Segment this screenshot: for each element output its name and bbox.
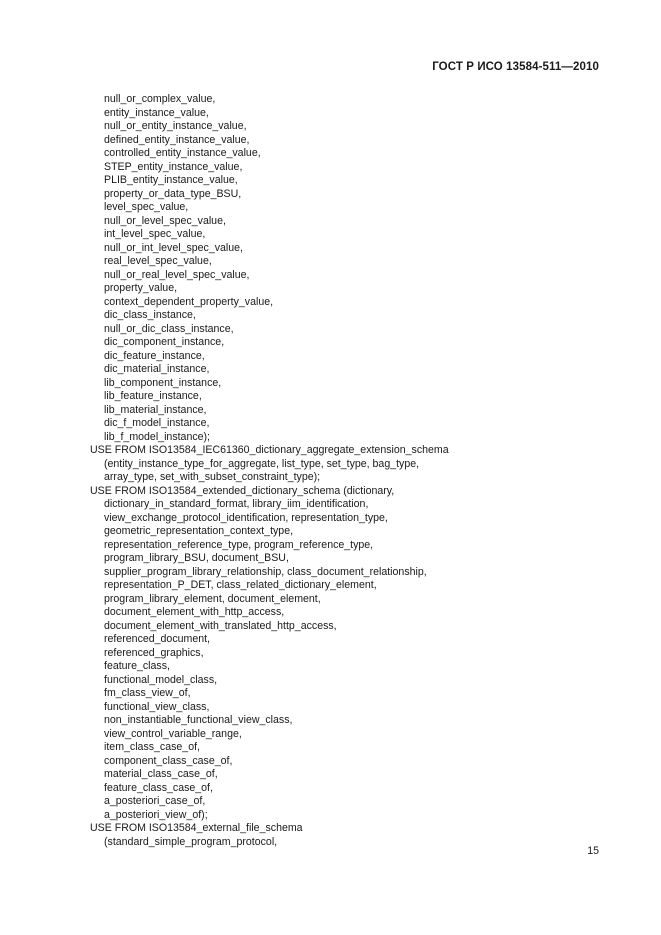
schema-item-line: lib_material_instance, xyxy=(104,403,207,416)
schema-item-line: null_or_level_spec_value, xyxy=(104,214,226,227)
schema-item-line: view_exchange_protocol_identification, representation_type, xyxy=(104,511,388,524)
schema-item-line: PLIB_entity_instance_value, xyxy=(104,174,238,186)
schema-item-line: null_or_entity_instance_value, xyxy=(104,120,247,132)
schema-item-line: referenced_graphics, xyxy=(104,646,204,659)
schema-item-line: feature_class, xyxy=(104,660,170,672)
schema-item-line: non_instantiable_functional_view_class, xyxy=(104,714,293,726)
schema-item-line: a_posteriori_case_of, xyxy=(104,795,206,807)
schema-item-line: geometric_representation_context_type, xyxy=(104,525,294,537)
schema-item-line: lib_feature_instance, xyxy=(104,390,202,402)
schema-item-line: STEP_entity_instance_value, xyxy=(104,160,243,173)
schema-item-line: functional_model_class, xyxy=(104,673,218,686)
schema-item-line: lib_component_instance, xyxy=(104,376,222,389)
schema-item-line: view_control_variable_range, xyxy=(104,727,242,740)
schema-item-line: defined_entity_instance_value, xyxy=(104,133,250,146)
schema-item-line: null_or_complex_value, xyxy=(104,93,216,105)
use-from-statement-line: USE FROM ISO13584_extended_dictionary_schema (dictionary, xyxy=(90,484,395,497)
schema-item-line: a_posteriori_view_of); xyxy=(104,808,208,821)
schema-item-line: document_element_with_http_access, xyxy=(104,606,285,618)
schema-item-line: dictionary_in_standard_format, library_iim_identification, xyxy=(104,498,369,510)
schema-item-line: context_dependent_property_value, xyxy=(104,295,274,308)
schema-item-line: material_class_case_of, xyxy=(104,768,218,780)
schema-item-line: dic_material_instance, xyxy=(104,363,210,375)
schema-item-line: representation_reference_type, program_reference_type, xyxy=(104,538,374,551)
schema-text-body xyxy=(90,93,621,849)
schema-item-line: dic_component_instance, xyxy=(104,336,225,348)
schema-item-line: level_spec_value, xyxy=(104,201,189,213)
schema-item-line: representation_P_DET, class_related_dictionary_element, xyxy=(104,579,377,591)
schema-item-line: item_class_case_of, xyxy=(104,741,200,753)
schema-item-line: property_value, xyxy=(104,282,178,294)
schema-item-line: fm_class_view_of, xyxy=(104,687,191,699)
schema-item-line: (standard_simple_program_protocol, xyxy=(104,835,278,848)
schema-item-line: entity_instance_value, xyxy=(104,106,209,119)
schema-item-line: referenced_document, xyxy=(104,633,211,645)
schema-item-line: null_or_int_level_spec_value, xyxy=(104,241,243,254)
standard-code-header: ГОСТ Р ИСО 13584-511—2010 xyxy=(432,61,599,73)
schema-item-line: dic_feature_instance, xyxy=(104,349,205,362)
schema-item-line: program_library_element, document_element, xyxy=(104,592,321,605)
page-number: 15 xyxy=(587,845,599,857)
schema-item-line: null_or_real_level_spec_value, xyxy=(104,268,250,281)
schema-item-line: component_class_case_of, xyxy=(104,754,233,767)
schema-item-line: dic_class_instance, xyxy=(104,309,196,321)
schema-item-line: functional_view_class, xyxy=(104,700,210,713)
schema-item-line: dic_f_model_instance, xyxy=(104,417,210,429)
schema-item-line: program_library_BSU, document_BSU, xyxy=(104,552,289,564)
schema-item-line: property_or_data_type_BSU, xyxy=(104,187,242,200)
schema-item-line: document_element_with_translated_http_access, xyxy=(104,619,337,632)
schema-item-line: feature_class_case_of, xyxy=(104,781,213,794)
schema-item-line: (entity_instance_type_for_aggregate, list_type, set_type, bag_type, xyxy=(104,457,420,470)
use-from-statement-line: USE FROM ISO13584_external_file_schema xyxy=(90,822,303,834)
schema-item-line: int_level_spec_value, xyxy=(104,228,206,240)
schema-item-line: supplier_program_library_relationship, class_document_relationship, xyxy=(104,565,427,578)
schema-item-line: null_or_dic_class_instance, xyxy=(104,322,234,335)
schema-item-line: controlled_entity_instance_value, xyxy=(104,147,261,159)
use-from-statement-line: USE FROM ISO13584_IEC61360_dictionary_aggregate_extension_schema xyxy=(90,444,449,456)
schema-item-line: lib_f_model_instance); xyxy=(104,430,210,443)
schema-item-line: real_level_spec_value, xyxy=(104,255,212,267)
schema-item-line: array_type, set_with_subset_constraint_type); xyxy=(104,471,321,483)
